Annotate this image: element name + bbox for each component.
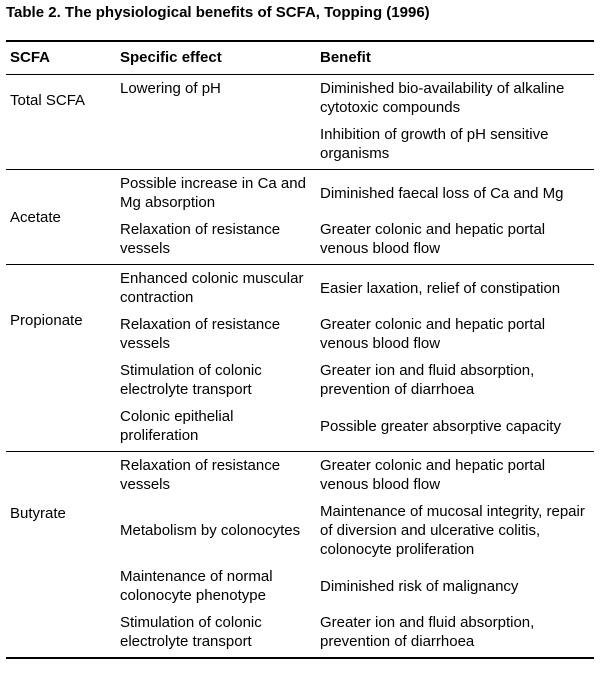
benefit: Easier laxation, relief of constipation [320, 279, 561, 297]
scfa-benefits-table [6, 40, 594, 659]
specific-effect: Metabolism by colonocytes [120, 522, 301, 539]
group-propionate [6, 265, 594, 452]
header-scfa: SCFA [10, 49, 51, 66]
benefit: Diminished faecal loss of Ca and Mg [320, 184, 564, 202]
specific-effect: Possible increase in Ca and Mg absorption [120, 175, 306, 211]
scfa-name: Butyrate [10, 505, 66, 522]
table-row [6, 265, 594, 312]
scfa-name: Propionate [10, 312, 83, 329]
table-header [6, 41, 594, 75]
header-benefit: Benefit [320, 49, 371, 66]
scfa-name: Acetate [10, 208, 61, 226]
benefit: Inhibition of growth of pH sensitive organisms [320, 126, 549, 162]
specific-effect: Relaxation of resistance vessels [120, 457, 281, 493]
benefit: Maintenance of mucosal integrity, repair of diversion and ulcerative colitis, colonocyte proliferation [320, 503, 585, 558]
specific-effect: Stimulation of colonic electrolyte transport [120, 362, 262, 398]
table-row [6, 452, 594, 499]
scfa-name: Total SCFA [10, 92, 86, 109]
group-acetate [6, 170, 594, 265]
specific-effect: Relaxation of resistance vessels [120, 316, 281, 352]
benefit: Greater colonic and hepatic portal venous blood flow [320, 316, 546, 352]
table-row [6, 75, 594, 122]
benefit: Possible greater absorptive capacity [320, 417, 561, 435]
benefit: Greater colonic and hepatic portal venous blood flow [320, 457, 546, 493]
specific-effect: Stimulation of colonic electrolyte transport [120, 614, 262, 650]
specific-effect: Maintenance of normal colonocyte phenotype [120, 568, 273, 604]
group-butyrate [6, 452, 594, 659]
header-specific-effect: Specific effect [120, 49, 222, 66]
specific-effect: Colonic epithelial proliferation [120, 408, 234, 444]
table-caption: Table 2. The physiological benefits of SCFA, Topping (1996) [6, 4, 430, 21]
specific-effect: Relaxation of resistance vessels [120, 221, 281, 257]
benefit: Diminished bio-availability of alkaline cytotoxic compounds [320, 80, 565, 116]
benefit: Greater ion and fluid absorption, prevention of diarrhoea [320, 362, 535, 398]
table-row [6, 170, 594, 217]
specific-effect: Lowering of pH [120, 80, 221, 97]
group-total-scfa [6, 75, 594, 170]
benefit: Greater colonic and hepatic portal venous blood flow [320, 221, 546, 257]
specific-effect: Enhanced colonic muscular contraction [120, 270, 304, 306]
benefit: Diminished risk of malignancy [320, 577, 519, 595]
header-row [6, 41, 594, 75]
specific-effect [116, 121, 316, 170]
benefit: Greater ion and fluid absorption, prevention of diarrhoea [320, 614, 535, 650]
